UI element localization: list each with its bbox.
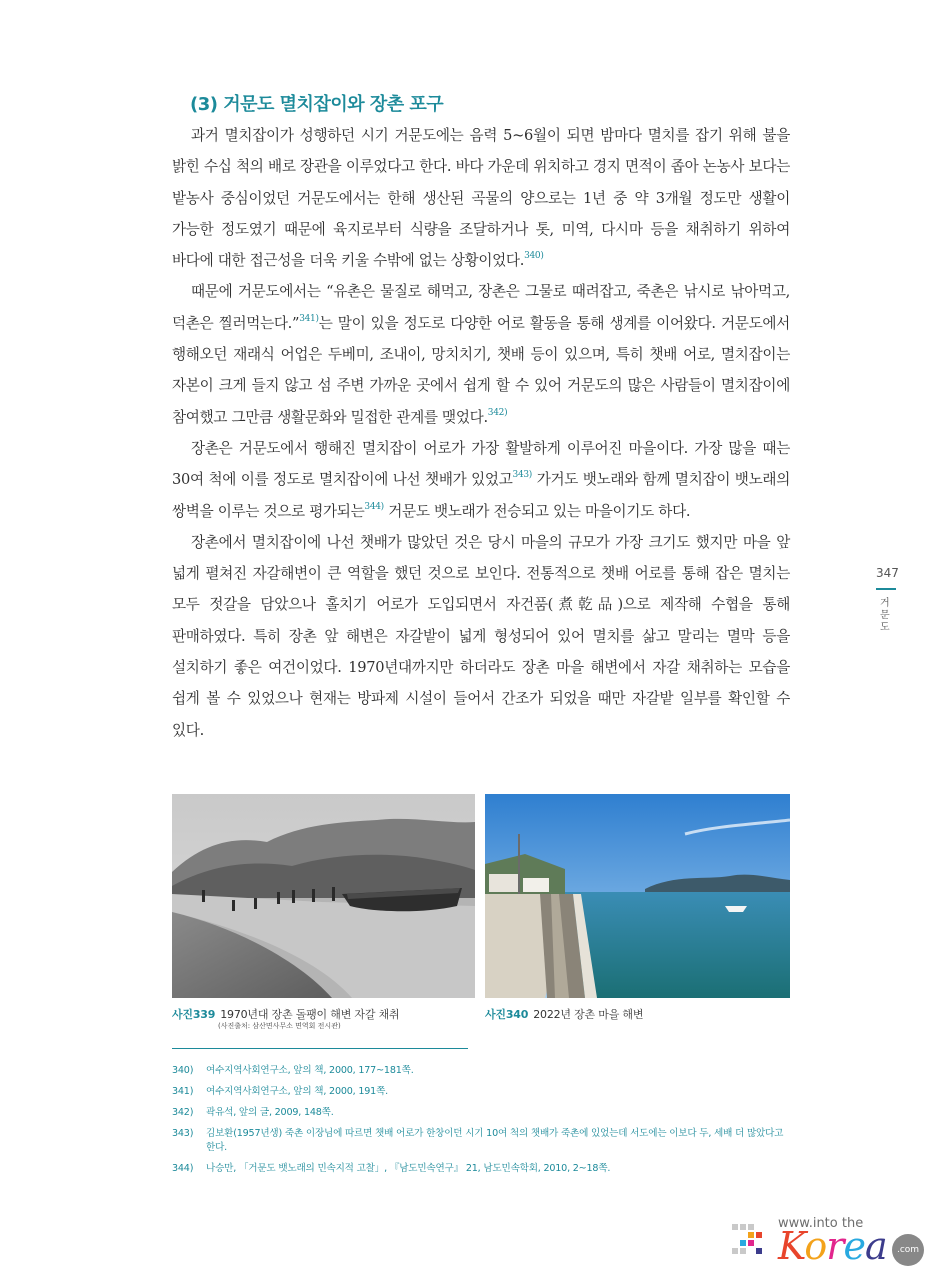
figure-339-caption: 사진339 1970년대 장촌 돌팽이 해변 자갈 채취 (172, 1008, 400, 1021)
chapter-label: 거문도 (880, 598, 890, 633)
pixel-grid-icon (730, 1222, 770, 1262)
paragraph-2: 때문에 거문도에서는 “유촌은 물질로 해먹고, 장촌은 그물로 때려잡고, 죽촌은 낚시로 낚아먹고, 덕촌은 찔러먹는다.”$^{341)}$는 말이 있을 정도로 다양한 어로 활동을 통해 생계를 이어왔다. 거문도에서 행해오던 재래식 어업은 두베미, 조내이, 망치치기, 챗배 등이 있으며, 특히 챗배 어로, 멸치잡이는 자본이 크게 들지 않고 섬 주변 가까운 곳에서 쉽게 할 수 있어 거문도의 많은 사람들이 멸치잡이에 참여했고 그만큼 생활문화와 밀접한 관계를 맺었다.$^{342)}$ (172, 283, 790, 426)
side-divider (876, 588, 896, 590)
footnote-ref-342[interactable]: 342) (487, 407, 508, 418)
intothekorea-logo[interactable] (730, 1214, 926, 1274)
logo-dotcom-badge: .com (892, 1234, 924, 1266)
body-text (172, 120, 790, 746)
footnote-340: 340) 여수지역사회연구소, 앞의 책, 2000, 177~181쪽. (172, 1065, 414, 1076)
footnote-ref-343[interactable]: 343) (512, 470, 533, 481)
page-number: 347 (876, 566, 899, 580)
photo-339-gravel-beach (172, 794, 475, 998)
section-heading: (3) 거문도 멸치잡이와 장촌 포구 (190, 94, 444, 115)
logo-brand-text: Korea (778, 1224, 887, 1268)
photo-340-village-beach (485, 794, 790, 998)
footnote-344: 344) 나승만, 「거문도 뱃노래의 민속지적 고찰」, 『남도민속연구』 21, 남도민속학회, 2010, 2~18쪽. (172, 1163, 611, 1174)
paragraph-4: 장촌에서 멸치잡이에 나선 챗배가 많았던 것은 당시 마을의 규모가 가장 크기도 했지만 마을 앞 넓게 펼쳐진 자갈해변이 큰 역할을 했던 것으로 보인다. 전통적으로 챗배 어로를 통해 잡은 멸치는 모두 젓갈을 담았으나 홀치기 어로가 도입되면서 자건품(煮乾品)으로 제작해 수협을 통해 판매하였다. 특히 장촌 앞 해변은 자갈밭이 넓게 형성되어 있어 멸치를 삶고 말리는 멸막 등을 설치하기 좋은 여건이었다. 1970년대까지만 하더라도 장촌 마을 해변에서 자갈 채취하는 모습을 쉽게 볼 수 있었으나 현재는 방파제 시설이 들어서 간조가 되었을 때만 자갈밭 일부를 확인할 수 있다. (172, 533, 790, 739)
footnote-ref-340[interactable]: 340) (524, 251, 544, 262)
footnote-341: 341) 여수지역사회연구소, 앞의 책, 2000, 191쪽. (172, 1086, 389, 1097)
paragraph-1: 과거 멸치잡이가 성행하던 시기 거문도에는 음력 5~6월이 되면 밤마다 멸치를 잡기 위해 불을 밝힌 수십 척의 배로 장관을 이루었다고 한다. 바다 가운데 위치하고 경지 면적이 좁아 논농사 보다는 밭농사 중심이었던 거문도에서는 한해 생산된 곡물의 양으로는 1년 중 약 3개월 정도만 생활이 가능한 정도였기 때문에 육지로부터 식량을 조달하거나 톳, 미역, 다시마 등을 채취하기 위하여 바다에 대한 접근성을 더욱 키울 수밖에 없는 상황이었다.$^{340)}$ (172, 127, 790, 270)
logo-www-text: www.into the (778, 1216, 864, 1231)
footnote-343: 343) 김보환(1957년생) 죽촌 이장님에 따르면 챗배 어로가 한창이던 시기 10여 척의 챗배가 죽촌에 있었는데 서도에는 이보다 두, 세배 더 많았다고 한다. (172, 1128, 784, 1153)
figure-340-caption: 사진340 2022년 장촌 마을 해변 (485, 1008, 644, 1021)
footnote-342: 342) 곽유석, 앞의 글, 2009, 148쪽. (172, 1107, 334, 1118)
photo-340-image (485, 794, 790, 998)
footnote-ref-344[interactable]: 344) (364, 501, 384, 512)
paragraph-3: 장촌은 거문도에서 행해진 멸치잡이 어로가 가장 활발하게 이루어진 마을이다. 가장 많을 때는 30여 척에 이를 정도로 멸치잡이에 나선 챗배가 있었고$^{343)}$ 가거도 뱃노래와 함께 멸치잡이 뱃노래의 쌍벽을 이루는 것으로 평가되는$^{344)}$ 거문도 뱃노래가 전승되고 있는 마을이기도 하다. (172, 439, 790, 520)
footnotes (172, 1064, 790, 1183)
footnote-ref-341[interactable]: 341) (299, 313, 319, 324)
figure-339-source: (사진출처: 삼산면사무소 면역회 전시관) (218, 1022, 341, 1030)
footnote-divider (172, 1048, 468, 1049)
photo-339-image (172, 794, 475, 998)
